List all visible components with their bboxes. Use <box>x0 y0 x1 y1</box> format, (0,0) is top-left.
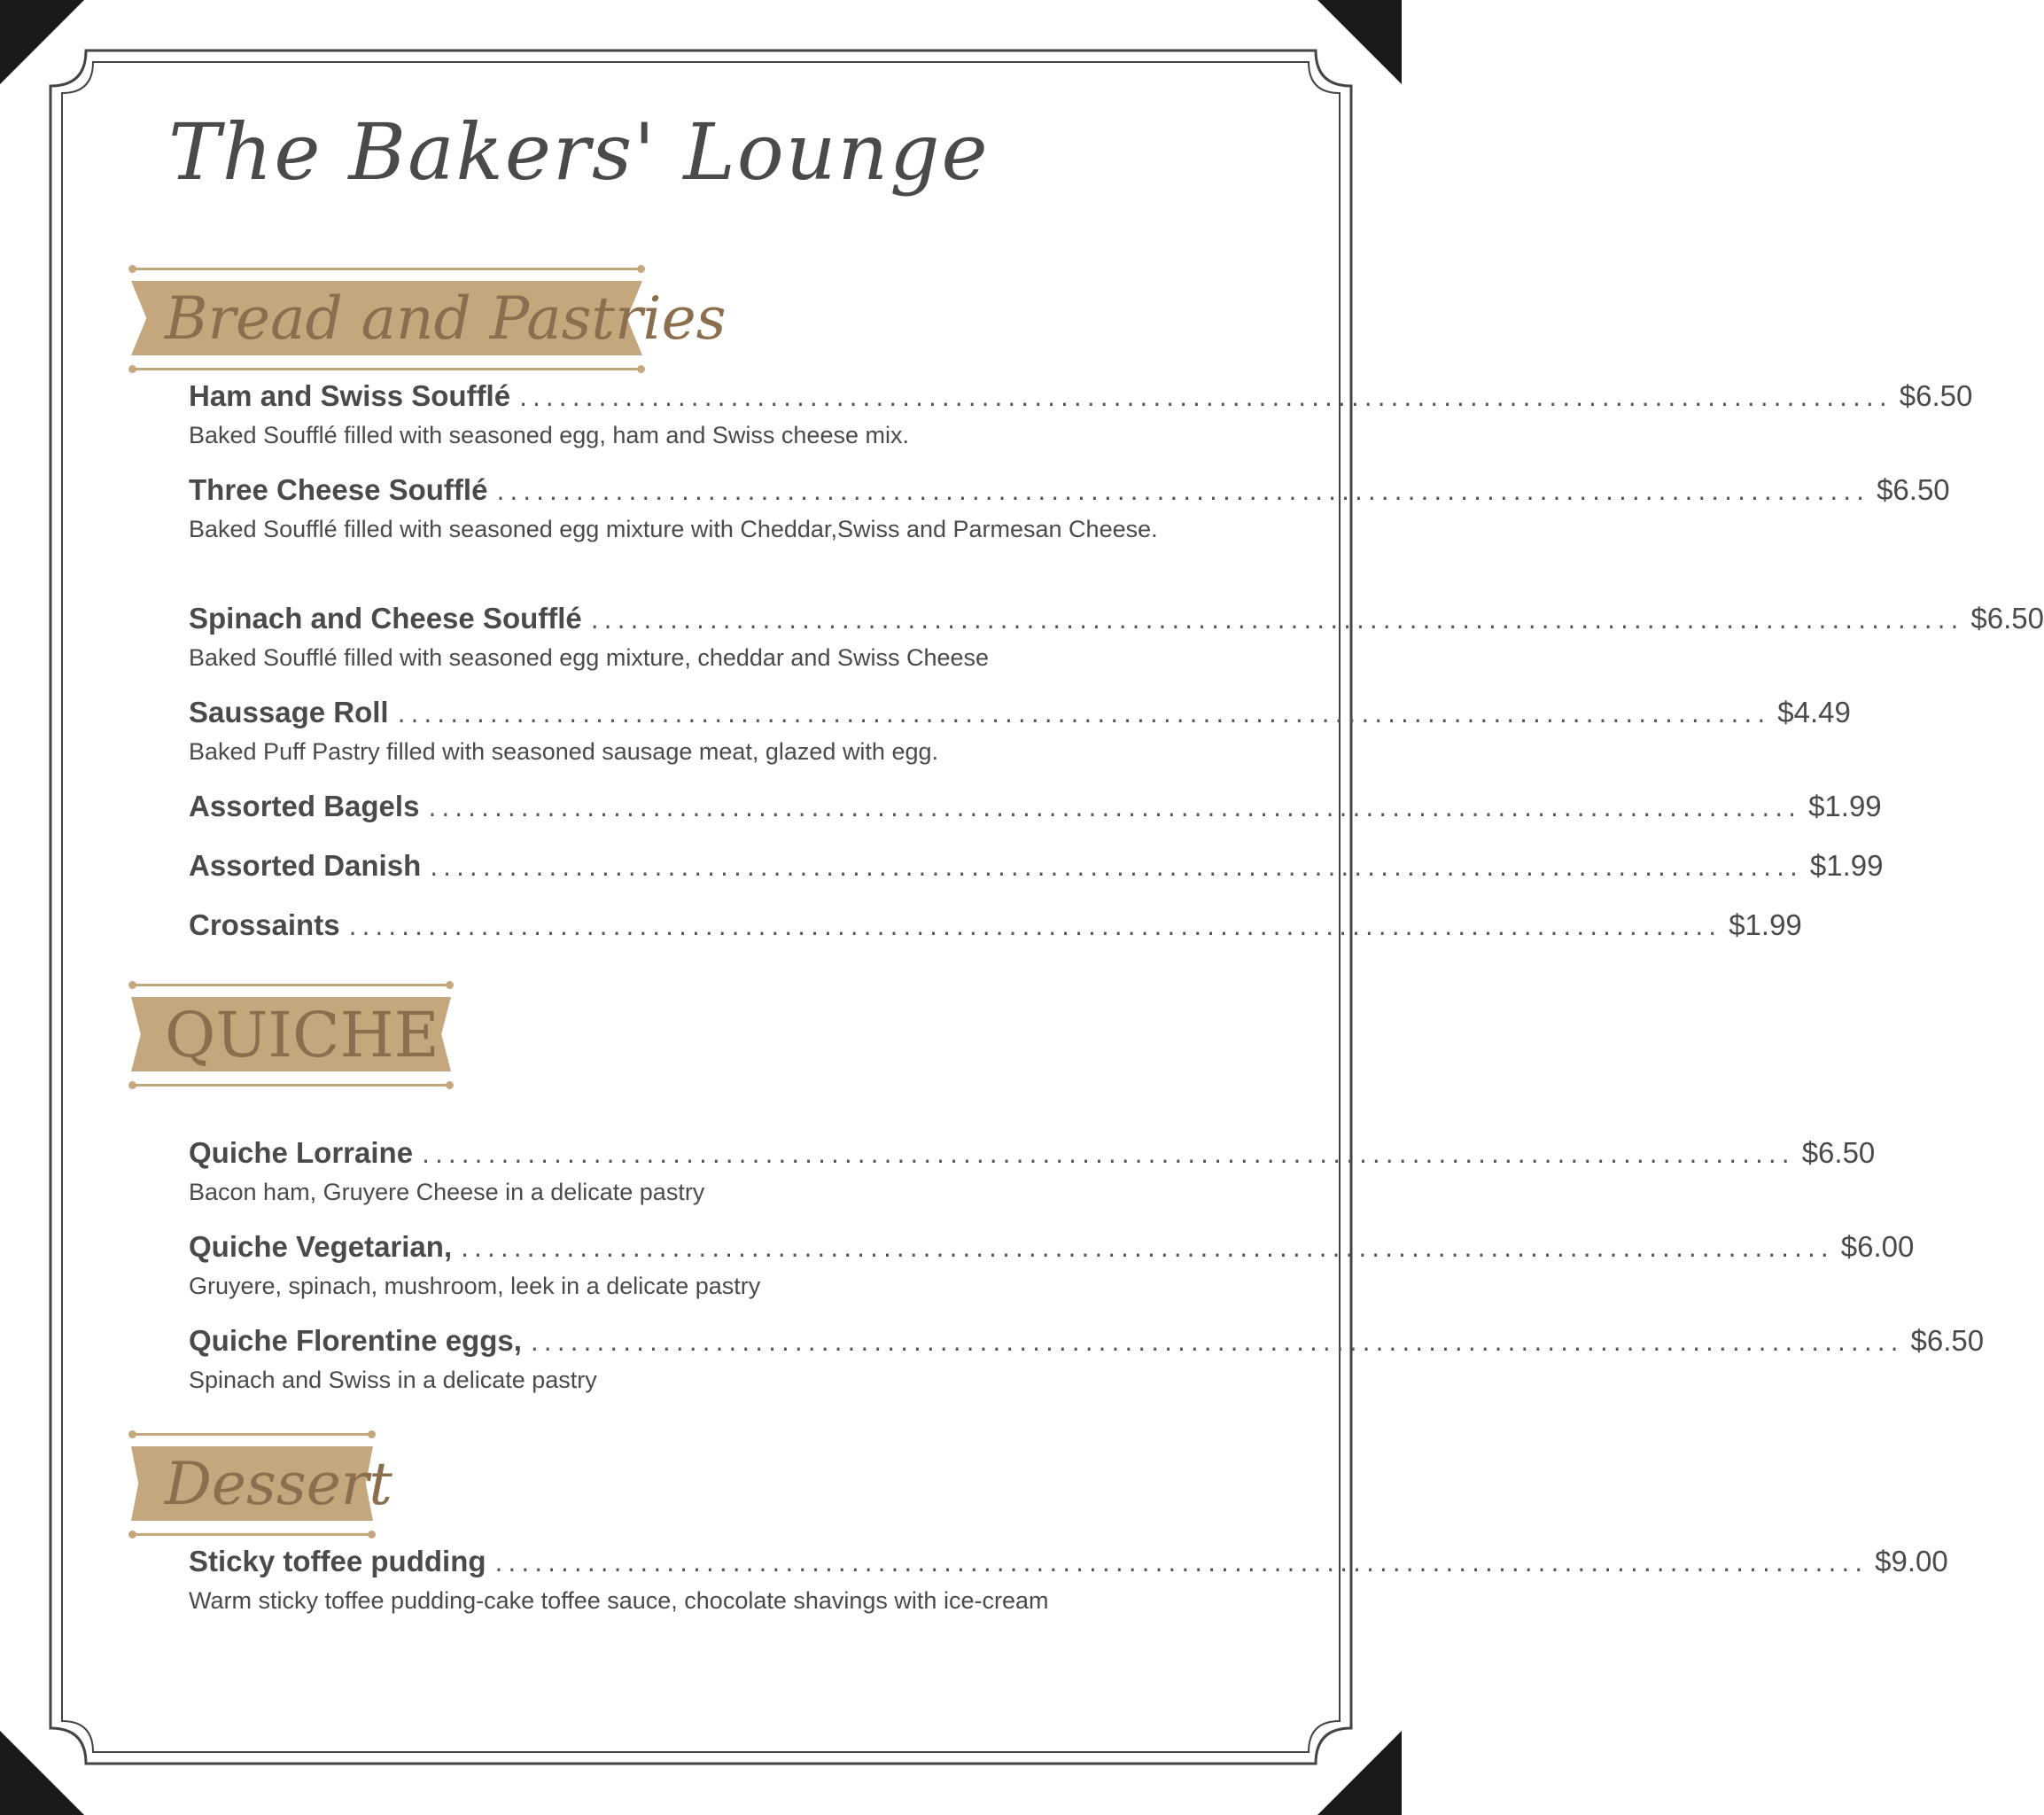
dot-leader: ........................................................................................................ <box>422 1140 1795 1169</box>
item-price: $6.50 <box>1877 473 1950 506</box>
item-price: $9.00 <box>1875 1545 1948 1577</box>
item-description: Gruyere, spinach, mushroom, leek in a delicate pastry <box>189 1273 761 1299</box>
section-heading: Dessert <box>165 1450 392 1518</box>
item-name: Quiche Lorraine <box>189 1136 414 1169</box>
item-description: Baked Soufflé filled with seasoned egg mixture, cheddar and Swiss Cheese <box>189 644 990 671</box>
menu-item <box>189 1230 1915 1304</box>
menu-item <box>189 473 1950 547</box>
item-price: $6.00 <box>1840 1230 1915 1263</box>
menu-item <box>189 602 2044 675</box>
menu-item <box>189 1545 1948 1618</box>
section-banner-bread-and-pastries <box>131 268 727 370</box>
dot-leader: ........................................................................................................ <box>496 477 1870 506</box>
item-description: Baked Puff Pastry filled with seasoned sausage meat, glazed with egg. <box>189 738 939 765</box>
item-name: Three Cheese Soufflé <box>189 473 488 506</box>
menu-item <box>189 790 1882 823</box>
item-description: Spinach and Swiss in a delicate pastry <box>189 1367 597 1393</box>
banner-rule <box>131 368 642 370</box>
item-price: $1.99 <box>1808 790 1882 822</box>
menu-item <box>189 1136 1876 1210</box>
dot-leader: ........................................................................................................ <box>494 1548 1869 1577</box>
section-heading: Bread and Pastries <box>165 284 727 353</box>
section-banner-dessert <box>131 1433 392 1536</box>
menu-item <box>189 696 1851 769</box>
item-name: Spinach and Cheese Soufflé <box>189 602 582 635</box>
section-banner-quiche <box>131 984 451 1087</box>
menu-item <box>189 1324 1985 1398</box>
item-name: Assorted Danish <box>189 849 422 882</box>
banner-rule <box>131 1533 373 1536</box>
dot-leader: ........................................................................................................ <box>348 912 1722 941</box>
item-price: $1.99 <box>1809 849 1884 882</box>
item-price: $1.99 <box>1729 908 1802 941</box>
dot-leader: ........................................................................................................ <box>428 793 1802 822</box>
menu-item <box>189 908 1802 942</box>
item-name: Crossaints <box>189 908 340 941</box>
item-price: $6.50 <box>1910 1324 1985 1357</box>
banner-rule <box>131 1433 373 1436</box>
banner-rule <box>131 984 451 986</box>
menu-item <box>189 379 1973 453</box>
item-name: Quiche Vegetarian, <box>189 1230 453 1263</box>
dot-leader: ........................................................................................................ <box>530 1328 1904 1357</box>
item-price: $4.49 <box>1777 696 1851 728</box>
item-name: Quiche Florentine eggs, <box>189 1324 522 1357</box>
item-description: Baked Soufflé filled with seasoned egg mixture with Cheddar,Swiss and Parmesan Cheese. <box>189 516 1158 542</box>
dot-leader: ........................................................................................................ <box>397 699 1771 728</box>
dot-leader: ........................................................................................................ <box>590 605 1964 635</box>
item-name: Assorted Bagels <box>189 790 420 822</box>
banner-rule <box>131 1084 451 1087</box>
section-heading: QUICHE <box>165 999 439 1071</box>
item-description: Baked Soufflé filled with seasoned egg, ham and Swiss cheese mix. <box>189 422 909 448</box>
dot-leader: ........................................................................................................ <box>430 853 1803 882</box>
item-description: Bacon ham, Gruyere Cheese in a delicate pastry <box>189 1179 705 1205</box>
item-price: $6.50 <box>1801 1136 1876 1169</box>
menu-title: The Bakers' Lounge <box>168 106 990 198</box>
banner-rule <box>131 268 642 270</box>
item-price: $6.50 <box>1970 602 2044 635</box>
item-description: Warm sticky toffee pudding-cake toffee sauce, chocolate shavings with ice-cream <box>189 1587 1049 1614</box>
item-name: Ham and Swiss Soufflé <box>189 379 511 412</box>
menu-item <box>189 849 1884 883</box>
item-name: Sticky toffee pudding <box>189 1545 486 1577</box>
item-name: Saussage Roll <box>189 696 389 728</box>
item-price: $6.50 <box>1899 379 1973 412</box>
dot-leader: ........................................................................................................ <box>461 1234 1834 1263</box>
dot-leader: ........................................................................................................ <box>519 383 1892 412</box>
